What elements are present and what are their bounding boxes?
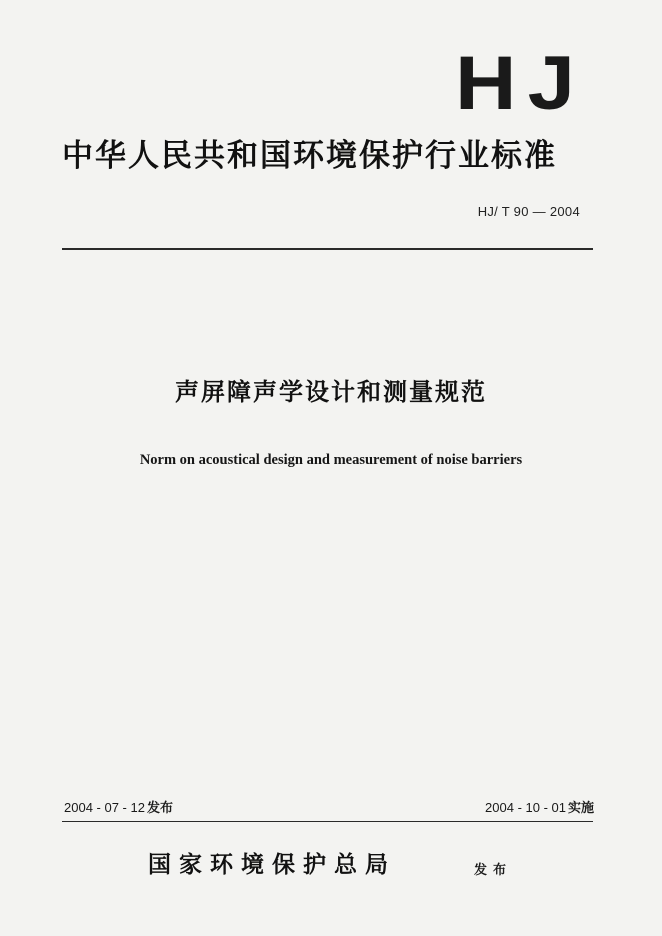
issue-date-suffix: 发布 xyxy=(146,801,173,816)
implementation-date-suffix: 实施 xyxy=(567,801,594,816)
issue-date-value: 2004 - 07 - 12 xyxy=(64,800,145,815)
top-divider xyxy=(62,248,593,250)
bottom-divider xyxy=(62,821,593,822)
hj-logo: HJ xyxy=(454,41,586,126)
issue-date xyxy=(64,797,173,816)
implementation-date-value: 2004 - 10 - 01 xyxy=(485,800,566,815)
issuer-action: 发布 xyxy=(474,863,513,878)
issuer-name: 国家环境保护总局 xyxy=(148,851,396,878)
document-title-chinese: 声屏障声学设计和测量规范 xyxy=(175,378,487,406)
document-title-english: Norm on acoustical design and measurement of noise barriers xyxy=(139,452,523,468)
implementation-date xyxy=(485,797,594,816)
issuing-body-title: 中华人民共和国环境保护行业标准 xyxy=(62,138,557,174)
standard-code: HJ/ T 90 — 2004 xyxy=(477,204,580,219)
